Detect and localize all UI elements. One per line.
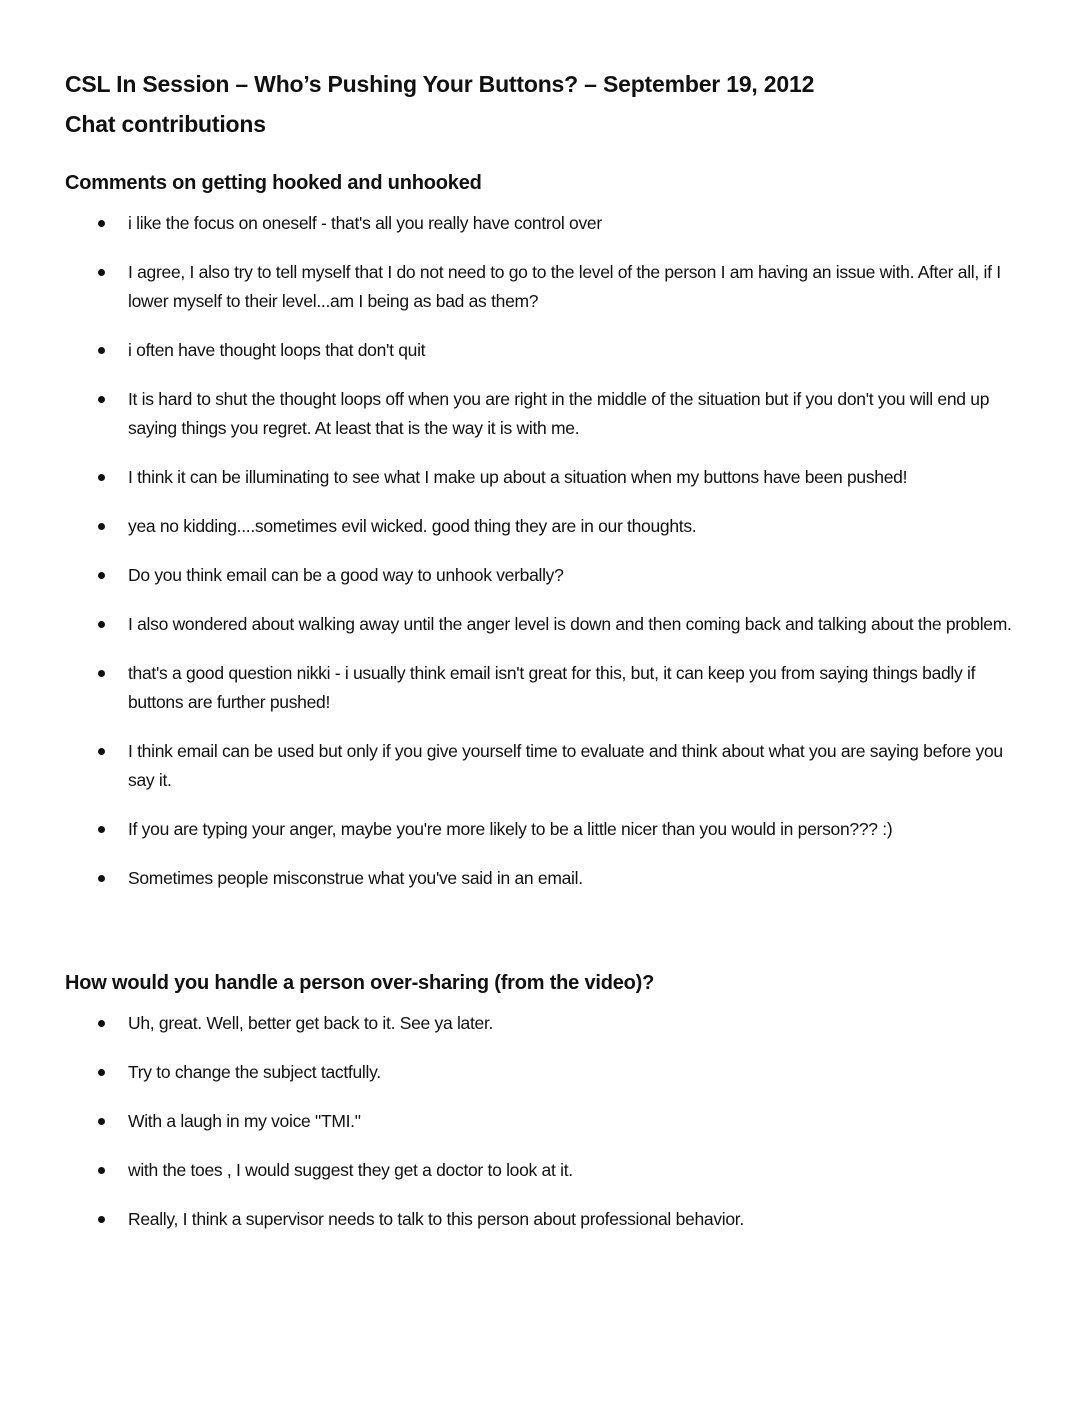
comment-text: Sometimes people misconstrue what you've said in an email. [128,868,583,888]
comment-text: Do you think email can be a good way to unhook verbally? [128,565,564,585]
list-item [65,659,1026,717]
title-line-1: CSL In Session – Who’s Pushing Your Buttons? – September 19, 2012 [65,71,815,97]
list-item [65,1058,1026,1087]
bullet-icon [98,1020,105,1027]
comment-text: Try to change the subject tactfully. [128,1062,381,1082]
list-item [65,864,1026,893]
section-heading: Comments on getting hooked and unhooked [65,172,482,194]
comment-text: I think email can be used but only if you give yourself time to evaluate and think about what you are saying before you say it. [128,741,1003,790]
bullet-icon [98,1216,105,1223]
bullet-icon [98,621,105,628]
bullet-icon [98,572,105,579]
bullet-icon [98,875,105,882]
bullet-icon [98,347,105,354]
section-heading: How would you handle a person over-sharing (from the video)? [65,972,655,994]
list-item [65,1009,1026,1038]
list-item [65,815,1026,844]
list-item [65,385,1026,443]
list-item [65,1156,1026,1185]
list-item [65,512,1026,541]
comment-text: with the toes , I would suggest they get a doctor to look at it. [128,1160,573,1180]
comment-text: i often have thought loops that don't quit [128,340,426,360]
bullet-icon [98,748,105,755]
section-hooked-unhooked [65,169,1026,893]
comment-text: I agree, I also try to tell myself that I do not need to go to the level of the person I am having an issue with. After all, if I lower myself to their level...am I being as bad as them? [128,262,1001,311]
list-item [65,610,1026,639]
comment-text: I also wondered about walking away until the anger level is down and then coming back and talking about the problem. [128,614,1012,634]
comment-text: With a laugh in my voice "TMI." [128,1111,361,1131]
bullet-icon [98,396,105,403]
bullet-icon [98,474,105,481]
list-item [65,1107,1026,1136]
comment-text: If you are typing your anger, maybe you're more likely to be a little nicer than you would in person??? :) [128,819,893,839]
bullet-icon [98,269,105,276]
bullet-icon [98,670,105,677]
bullet-icon [98,1118,105,1125]
bullet-icon [98,523,105,530]
list-item [65,737,1026,795]
section-over-sharing [65,969,1026,1234]
comment-text: i like the focus on oneself - that's all you really have control over [128,213,602,233]
title-line-2: Chat contributions [65,111,266,137]
list-item [65,209,1026,238]
comment-text: Really, I think a supervisor needs to talk to this person about professional behavior. [128,1209,744,1229]
bullet-icon [98,220,105,227]
comment-text: I think it can be illuminating to see what I make up about a situation when my buttons have been pushed! [128,467,908,487]
comment-list [65,1009,1026,1234]
list-item [65,1205,1026,1234]
bullet-icon [98,1167,105,1174]
bullet-icon [98,1069,105,1076]
comment-text: Uh, great. Well, better get back to it. See ya later. [128,1013,494,1033]
document-title [65,64,1026,144]
comment-text: It is hard to shut the thought loops off when you are right in the middle of the situation but if you don't you will end up saying things you regret. At least that is the way it is with me. [128,389,990,438]
comment-text: yea no kidding....sometimes evil wicked. good thing they are in our thoughts. [128,516,697,536]
list-item [65,561,1026,590]
bullet-icon [98,826,105,833]
list-item [65,463,1026,492]
comment-list [65,209,1026,893]
list-item [65,258,1026,316]
comment-text: that's a good question nikki - i usually think email isn't great for this, but, it can keep you from saying things badly if buttons are further pushed! [128,663,976,712]
list-item [65,336,1026,365]
